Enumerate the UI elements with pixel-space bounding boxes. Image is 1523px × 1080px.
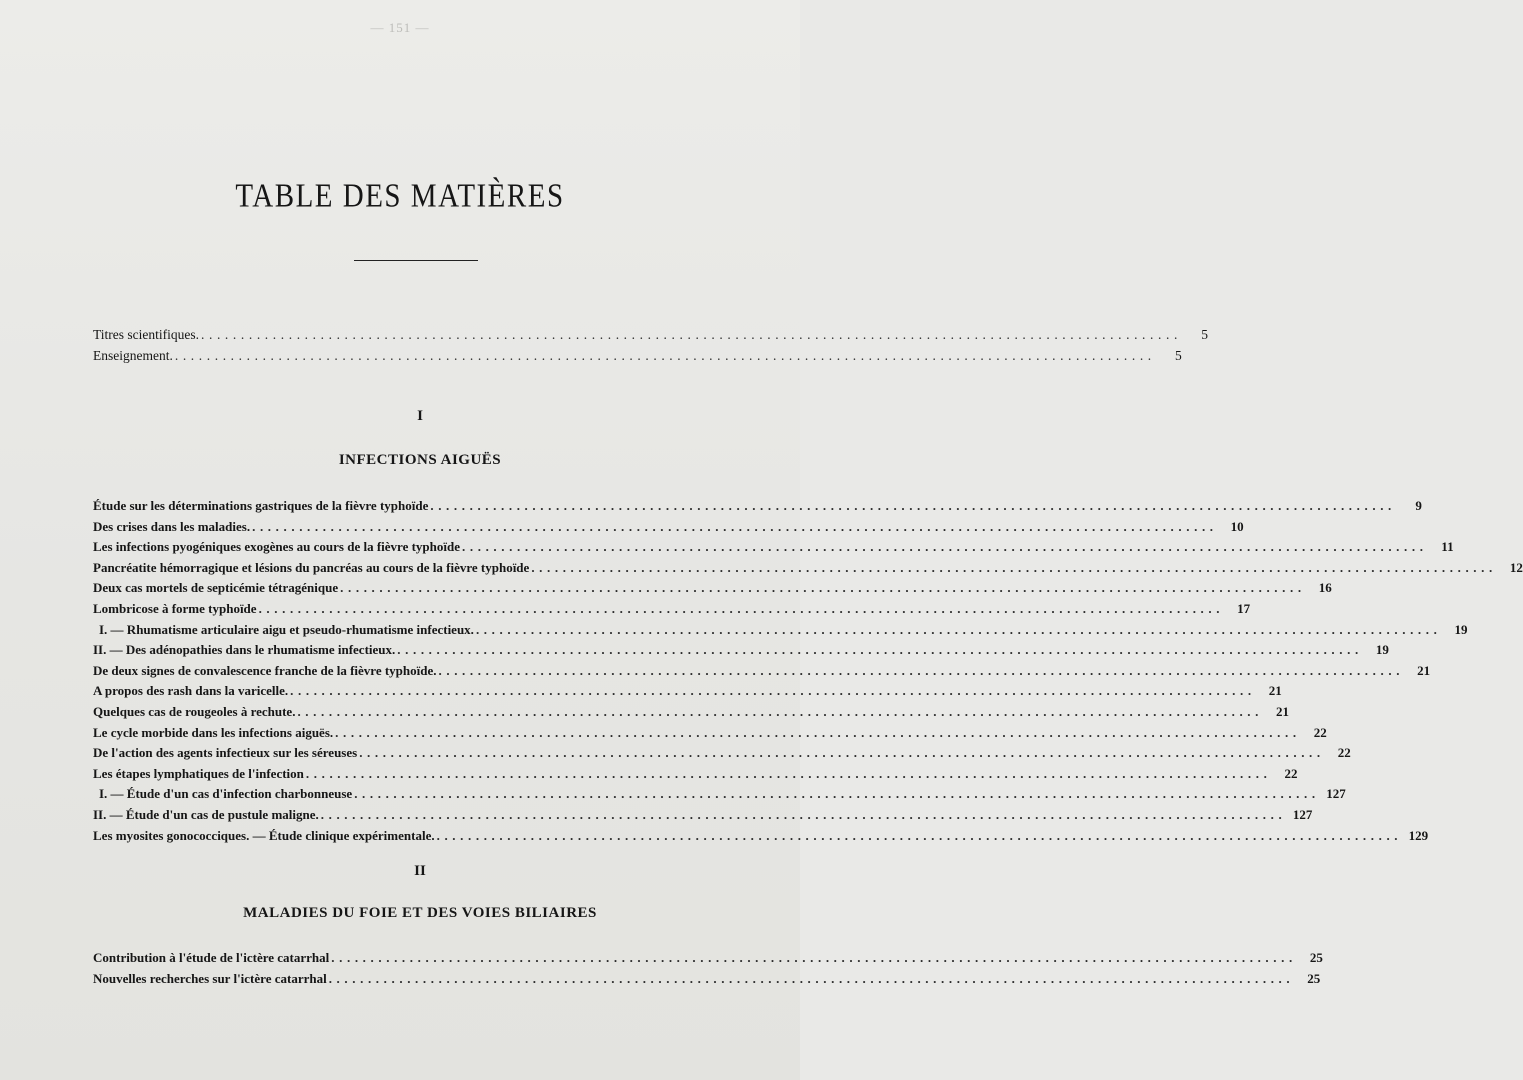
page-number: — 151 — — [370, 20, 430, 35]
dot-leader: ........................................................................................................................... — [359, 745, 1325, 761]
toc-entry-title: A propos des rash dans la varicelle. — [93, 683, 289, 699]
toc-entry — [93, 496, 1422, 517]
section-number: II — [414, 863, 426, 879]
toc-entry-title: II. — Des adénopathies dans le rhumatisme infectieux. — [93, 642, 396, 658]
toc-entry — [93, 948, 1323, 969]
dot-leader: ........................................................................................................................... — [174, 347, 1156, 363]
page-title: TABLE DES MATIÈRES — [235, 177, 565, 215]
toc-entry-page: 22 — [1284, 765, 1298, 781]
dot-leader: ........................................................................................................................... — [340, 580, 1306, 596]
toc-entry-title: I. — Étude d'un cas d'infection charbonneuse — [99, 786, 353, 802]
toc-entry — [93, 743, 1351, 764]
toc-entry-title: Deux cas mortels de septicémie tétragénique — [93, 580, 339, 596]
toc-entry — [93, 537, 1454, 558]
toc-entry-title: De l'action des agents infectieux sur les séreuses — [93, 745, 358, 761]
dot-leader: ........................................................................................................................... — [475, 621, 1442, 637]
dot-leader: ........................................................................................................................... — [436, 827, 1403, 843]
dot-leader: ........................................................................................................................... — [531, 559, 1497, 575]
toc-entry — [93, 640, 1389, 661]
toc-entry — [93, 558, 1523, 579]
toc-entry-page: 10 — [1230, 518, 1244, 534]
toc-entry — [93, 681, 1282, 702]
toc-entry-page: 19 — [1375, 642, 1389, 658]
toc-entry-page: 11 — [1441, 539, 1454, 555]
section-heading: INFECTIONS AIGUËS — [338, 452, 502, 468]
dot-leader: ........................................................................................................................... — [320, 806, 1287, 822]
toc-entry — [93, 702, 1290, 723]
toc-entry — [93, 620, 1468, 641]
toc-entry-page: 127 — [1326, 786, 1346, 802]
toc-entry-title: Contribution à l'étude de l'ictère catarrhal — [93, 950, 330, 965]
toc-entry-title: Les étapes lymphatiques de l'infection — [93, 765, 304, 781]
toc-entry-page: 22 — [1313, 724, 1327, 740]
toc-entry — [93, 969, 1321, 990]
title-divider — [354, 260, 478, 261]
dot-leader: ........................................................................................................................... — [335, 724, 1301, 740]
toc-entry-page: 25 — [1309, 950, 1323, 965]
toc-entry-page: 21 — [1276, 703, 1290, 719]
toc-entry-title: Les infections pyogéniques exogènes au cours de la fièvre typhoïde — [93, 539, 461, 555]
section-1-entries — [93, 496, 1523, 846]
toc-entry-page: 22 — [1337, 745, 1351, 761]
toc-entry-title: Quelques cas de rougeoles à rechute. — [93, 703, 296, 719]
toc-entry-title: Titres scientifiques. — [93, 327, 199, 342]
toc-entry-title: Étude sur les déterminations gastriques de la fièvre typhoïde — [93, 498, 429, 513]
toc-entry-title: De deux signes de convalescence franche de la fièvre typhoïde. — [93, 662, 437, 678]
toc-entry-page: 25 — [1307, 970, 1321, 986]
section-heading: MALADIES DU FOIE ET DES VOIES BILIAIRES — [243, 905, 597, 921]
toc-entry — [93, 805, 1313, 826]
toc-entry-title: Nouvelles recherches sur l'ictère catarrhal — [93, 970, 327, 986]
toc-entry-page: 127 — [1292, 806, 1313, 822]
toc-entry-enseignement — [93, 346, 1182, 367]
toc-entry-title: Des crises dans les maladies. — [93, 518, 251, 534]
toc-entry — [93, 578, 1332, 599]
toc-entry-title: Lombricose à forme typhoïde — [93, 600, 257, 616]
dot-leader: ........................................................................................................................... — [252, 518, 1218, 534]
toc-entry-page: 17 — [1237, 600, 1251, 616]
dot-leader: ........................................................................................................................... — [438, 662, 1405, 678]
dot-leader: ........................................................................................................................... — [430, 498, 1396, 513]
dot-leader: ........................................................................................................................... — [397, 642, 1363, 658]
toc-entry-title: I. — Rhumatisme articulaire aigu et pseudo-rhumatisme infectieux. — [99, 621, 474, 637]
toc-entry-title: II. — Étude d'un cas de pustule maligne. — [93, 806, 319, 822]
toc-entry-page: 129 — [1408, 827, 1429, 843]
toc-entry-page: 16 — [1318, 580, 1332, 596]
toc-entry-title: Le cycle morbide dans les infections aiguës. — [93, 724, 334, 740]
toc-entry-page: 5 — [1201, 327, 1208, 342]
toc-entry — [93, 826, 1429, 847]
toc-entry-page: 21 — [1417, 662, 1431, 678]
dot-leader: ........................................................................................................................... — [297, 703, 1264, 719]
toc-entry — [93, 764, 1298, 785]
toc-entry-page: 12 — [1509, 559, 1523, 575]
toc-entry-title: Enseignement. — [93, 347, 173, 363]
section-number: I — [417, 408, 423, 424]
toc-entry — [93, 784, 1346, 805]
section-2-entries — [93, 948, 1323, 989]
toc-entry-page: 19 — [1454, 621, 1468, 637]
toc-entry-title: Pancréatite hémorragique et lésions du pancréas au cours de la fièvre typhoïde — [93, 559, 530, 575]
dot-leader: ........................................................................................................................... — [328, 970, 1295, 986]
dot-leader: ........................................................................................................................... — [258, 600, 1225, 616]
dot-leader: ........................................................................................................................... — [331, 950, 1297, 965]
toc-entry — [93, 723, 1327, 744]
dot-leader: ........................................................................................................................... — [290, 683, 1256, 699]
dot-leader: ........................................................................................................................... — [462, 539, 1428, 555]
toc-entry — [93, 599, 1251, 620]
dot-leader: ........................................................................................................................... — [201, 327, 1182, 342]
toc-entry-page: 21 — [1268, 683, 1282, 699]
front-entries — [93, 325, 1208, 366]
dot-leader: ........................................................................................................................... — [305, 765, 1272, 781]
dot-leader: ........................................................................................................................... — [354, 786, 1320, 802]
toc-entry-title: Les myosites gonococciques. — Étude clinique expérimentale. — [93, 827, 435, 843]
toc-entry-page: 5 — [1175, 347, 1182, 363]
toc-entry-page: 9 — [1415, 498, 1422, 513]
toc-entry — [93, 661, 1431, 682]
toc-entry-titres — [93, 325, 1208, 346]
toc-entry — [93, 517, 1244, 538]
